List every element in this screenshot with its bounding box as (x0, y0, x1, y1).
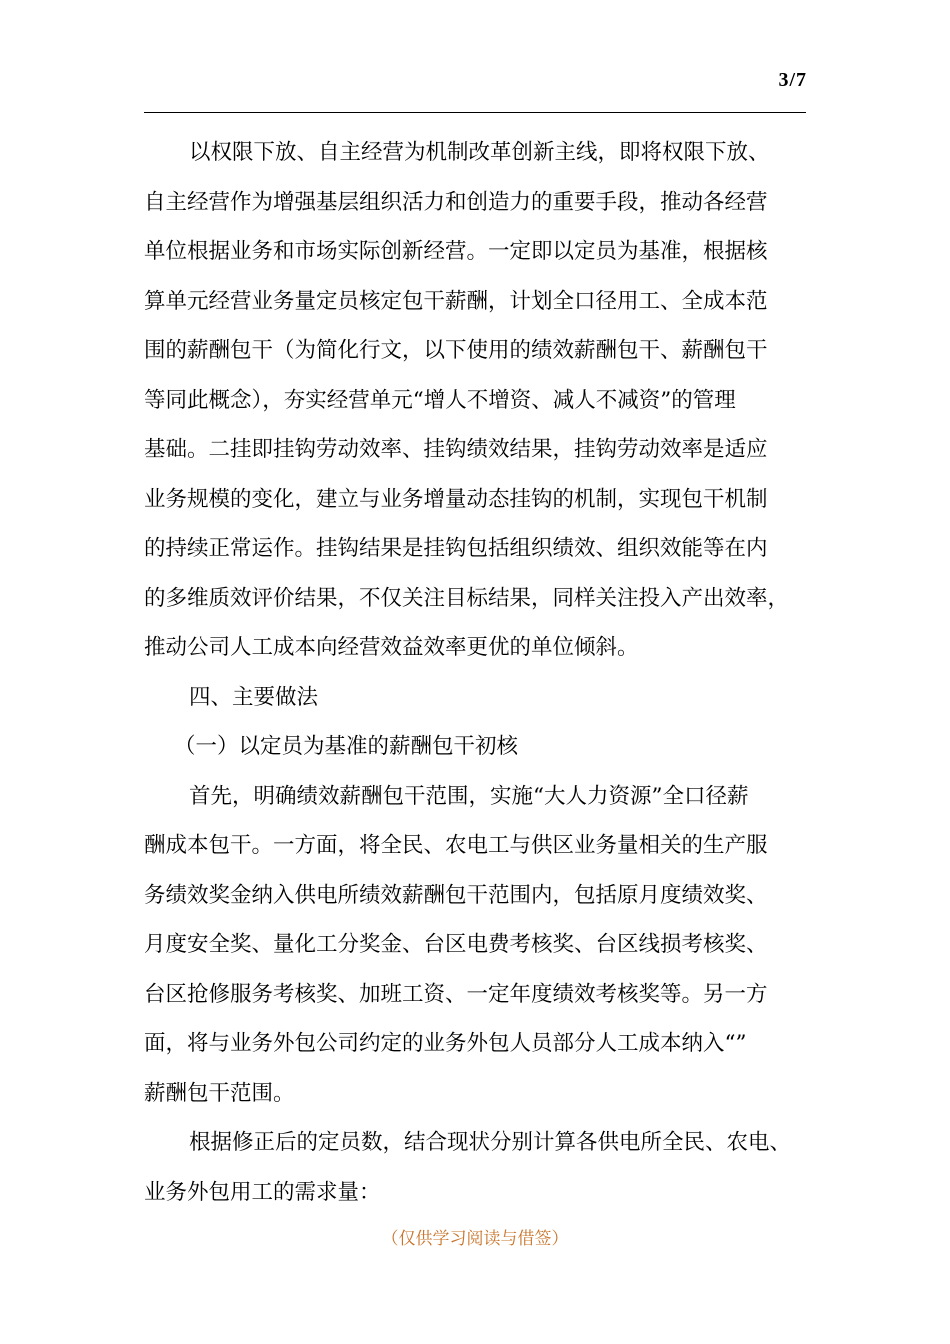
paragraph-line: 基础。二挂即挂钩劳动效率、挂钩绩效结果，挂钩劳动效率是适应 (144, 437, 768, 462)
paragraph-line: 台区抢修服务考核奖、加班工资、一定年度绩效考核奖等。另一方 (144, 981, 768, 1007)
paragraph-line: 推动公司人工成本向经营效益效率更优的单位倾斜。 (144, 635, 639, 660)
paragraph-line: 的多维质效评价结果，不仅关注目标结果，同样关注投入产出效率， (144, 585, 790, 611)
header-divider (144, 112, 806, 113)
section-heading: 四、主要做法 (189, 684, 319, 710)
page-number: 3/7 (778, 69, 807, 91)
paragraph-line: 根据修正后的定员数，结合现状分别计算各供电所全民、农电、 (189, 1130, 792, 1155)
paragraph-line: 月度安全奖、量化工分奖金、台区电费考核奖、台区线损考核奖、 (144, 932, 768, 957)
footer-note: （仅供学习阅读与借签） (381, 1229, 569, 1249)
paragraph-line: 的持续正常运作。挂钩结果是挂钩包括组织绩效、组织效能等在内 (144, 536, 768, 561)
subsection-heading: （一）以定员为基准的薪酬包干初核 (174, 734, 519, 759)
paragraph-line: 业务规模的变化，建立与业务增量动态挂钩的机制，实现包干机制 (144, 486, 768, 512)
paragraph-line: 围的薪酬包干（为简化行文，以下使用的绩效薪酬包干、薪酬包干 (144, 338, 768, 363)
paragraph-line: 首先，明确绩效薪酬包干范围，实施“大人力资源”全口径薪 (189, 783, 749, 809)
paragraph-line: 酬成本包干。一方面，将全民、农电工与供区业务量相关的生产服 (144, 833, 768, 858)
paragraph-line: 以权限下放、自主经营为机制改革创新主线，即将权限下放、 (189, 140, 770, 165)
paragraph-line: 单位根据业务和市场实际创新经营。一定即以定员为基准，根据核 (144, 239, 768, 264)
paragraph-line: 算单元经营业务量定员核定包干薪酬，计划全口径用工、全成本范 (144, 288, 768, 314)
paragraph-line: 薪酬包干范围。 (144, 1080, 295, 1106)
paragraph-line: 自主经营作为增强基层组织活力和创造力的重要手段，推动各经营 (144, 189, 768, 215)
paragraph-line: 务绩效奖金纳入供电所绩效薪酬包干范围内，包括原月度绩效奖、 (144, 882, 768, 908)
document-body (144, 128, 808, 1217)
paragraph-line: 等同此概念），夯实经营单元“增人不增资、减人不减资”的管理 (144, 387, 736, 413)
paragraph-line: 业务外包用工的需求量： (144, 1179, 381, 1205)
paragraph-line: 面，将与业务外包公司约定的业务外包人员部分人工成本纳入“” (144, 1031, 747, 1056)
